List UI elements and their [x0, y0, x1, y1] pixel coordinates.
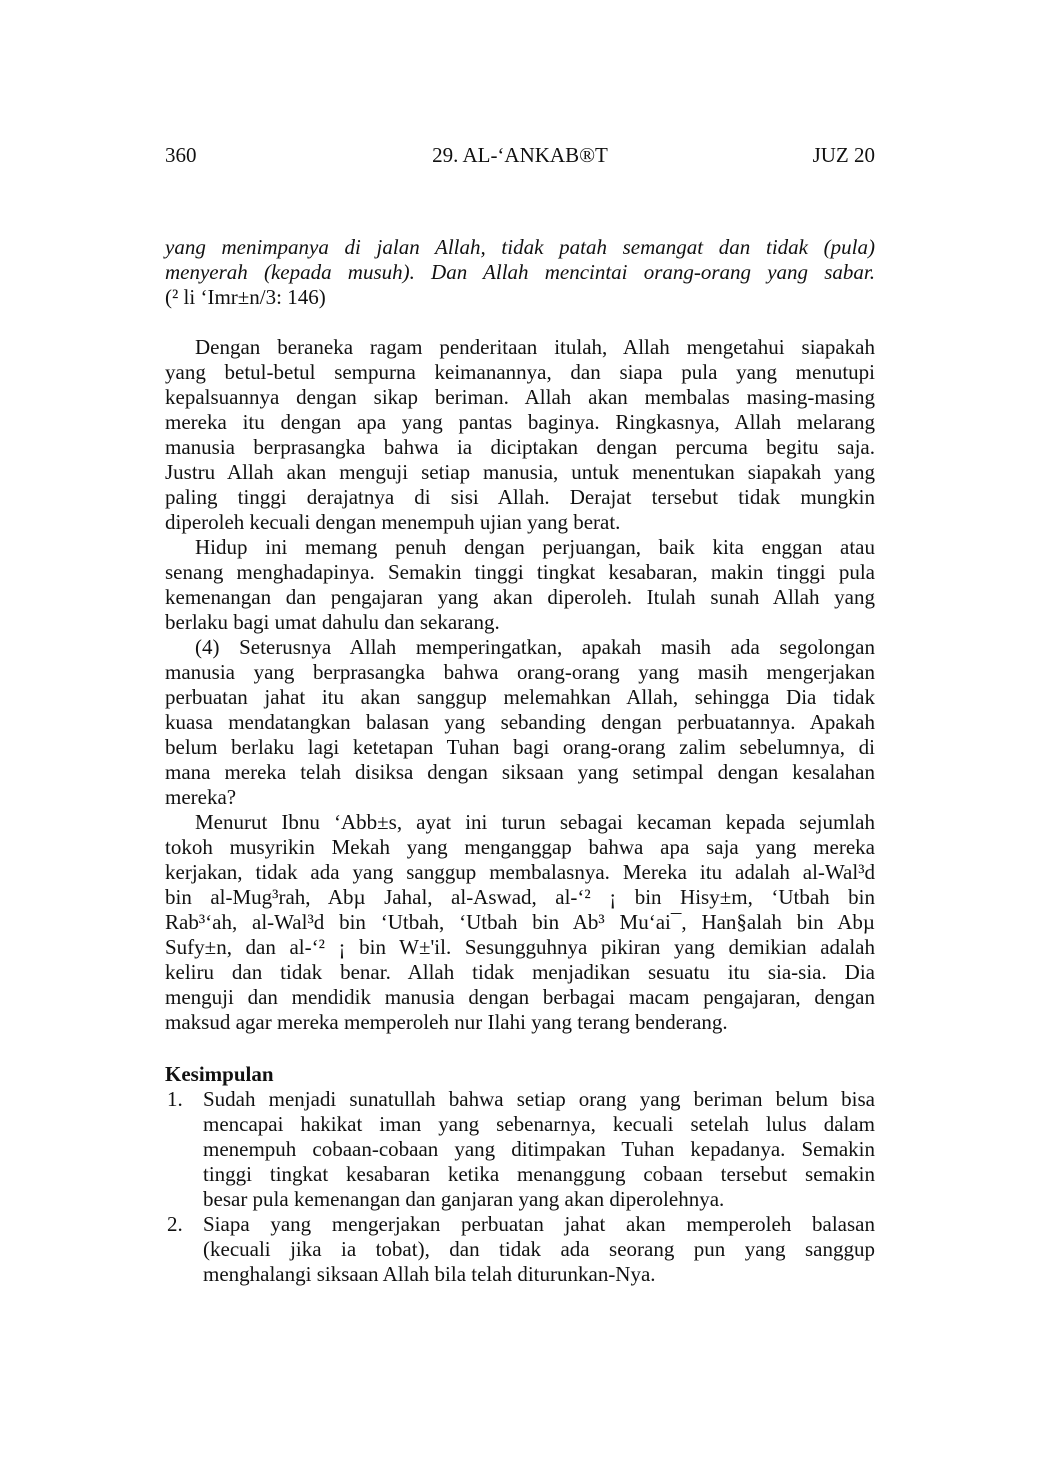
text-line: mana mereka telah disiksa dengan siksaan yang setimpal dengan kesalahan: [165, 760, 875, 784]
text-line: mereka itu dengan apa yang pantas baginya. Ringkasnya, Allah melarang: [165, 410, 875, 434]
text-line: Sudah menjadi sunatullah bahwa setiap orang yang beriman belum bisa: [203, 1087, 875, 1111]
text-line: manusia berprasangka bahwa ia diciptakan dengan percuma begitu saja.: [165, 435, 875, 459]
text-line: belum berlaku lagi ketetapan Tuhan bagi orang-orang zalim sebelumnya, di: [165, 735, 875, 759]
page-body: [165, 235, 875, 1287]
text-line: menguji dan mendidik manusia dengan berbagai macam pengajaran, dengan: [165, 985, 875, 1009]
text-line: mereka?: [165, 785, 237, 809]
text-line: senang menghadapinya. Semakin tinggi tingkat kesabaran, makin tinggi pula: [165, 560, 875, 584]
text-line: Justru Allah akan menguji setiap manusia, untuk menentukan siapakah yang: [165, 460, 875, 484]
text-line: tokoh musyrikin Mekah yang menganggap bahwa apa saja yang mereka: [165, 835, 875, 859]
quote-block: [165, 235, 875, 310]
text-line: kepalsuannya dengan sikap beriman. Allah akan membalas masing-masing: [165, 385, 875, 409]
text-line: kuasa mendatangkan balasan yang sebanding dengan perbuatannya. Apakah: [165, 710, 875, 734]
text-line: yang menimpanya di jalan Allah, tidak patah semangat dan tidak (pula): [165, 235, 875, 259]
text-line: (kecuali jika ia tobat), dan tidak ada seorang pun yang sanggup: [203, 1237, 875, 1261]
list-number: 1.: [167, 1087, 183, 1111]
list-item: [165, 1212, 875, 1287]
text-line: Rab³‘ah, al-Wal³d bin ‘Utbah, ‘Utbah bin Ab³ Mu‘ai¯, Han§alah bin Abµ: [165, 910, 875, 934]
chapter-title: 29. AL-‘ANKAB®T: [432, 143, 608, 167]
text-line: tinggi tingkat kesabaran ketika menanggung cobaan tersebut semakin: [203, 1162, 875, 1186]
text-line: perbuatan jahat itu akan sanggup melemahkan Allah, sehingga Dia tidak: [165, 685, 875, 709]
text-line: keliru dan tidak benar. Allah tidak menjadikan sesuatu itu sia-sia. Dia: [165, 960, 875, 984]
paragraph: [165, 535, 875, 635]
paragraph: [165, 810, 875, 1035]
paragraph: [165, 335, 875, 535]
text-line: manusia yang berprasangka bahwa orang-orang yang masih mengerjakan: [165, 660, 875, 684]
paragraph: [165, 635, 875, 810]
text-line: diperoleh kecuali dengan menempuh ujian yang berat.: [165, 510, 621, 534]
list-item: [165, 1087, 875, 1212]
conclusion-list: [165, 1087, 875, 1287]
text-line: Sufy±n, dan al-‘² ¡ bin W±'il. Sesungguhnya pikiran yang demikian adalah: [165, 935, 875, 959]
paragraphs: [165, 335, 875, 1035]
text-line: menempuh cobaan-cobaan yang ditimpakan Tuhan kepadanya. Semakin: [203, 1137, 875, 1161]
text-line: Siapa yang mengerjakan perbuatan jahat akan memperoleh balasan: [203, 1212, 875, 1236]
text-line: berlaku bagi umat dahulu dan sekarang.: [165, 610, 500, 634]
text-line: kemenangan dan pengajaran yang akan diperoleh. Itulah sunah Allah yang: [165, 585, 875, 609]
text-line: (4) Seterusnya Allah memperingatkan, apakah masih ada segolongan: [195, 635, 875, 659]
juz-label: JUZ 20: [812, 143, 875, 167]
text-line: kerjakan, tidak ada yang sanggup membalasnya. Mereka itu adalah al-Wal³d: [165, 860, 875, 884]
list-number: 2.: [167, 1212, 183, 1236]
conclusion-heading: Kesimpulan: [165, 1062, 274, 1086]
text-line: paling tinggi derajatnya di sisi Allah. Derajat tersebut tidak mungkin: [165, 485, 875, 509]
quote-reference: (² li ‘Imr±n/3: 146): [165, 285, 326, 309]
text-line: Menurut Ibnu ‘Abb±s, ayat ini turun sebagai kecaman kepada sejumlah: [195, 810, 875, 834]
running-header: [165, 143, 875, 171]
text-line: maksud agar mereka memperoleh nur Ilahi yang terang benderang.: [165, 1010, 728, 1034]
text-line: menyerah (kepada musuh). Dan Allah mencintai orang-orang yang sabar.: [165, 260, 875, 284]
text-line: Dengan beraneka ragam penderitaan itulah, Allah mengetahui siapakah: [195, 335, 875, 359]
text-line: yang betul-betul sempurna keimanannya, dan siapa pula yang menutupi: [165, 360, 875, 384]
text-line: menghalangi siksaan Allah bila telah diturunkan-Nya.: [203, 1262, 656, 1286]
text-line: mencapai hakikat iman yang sebenarnya, kecuali setelah lulus dalam: [203, 1112, 875, 1136]
text-line: bin al-Mug³rah, Abµ Jahal, al-Aswad, al-‘² ¡ bin Hisy±m, ‘Utbah bin: [165, 885, 875, 909]
text-line: Hidup ini memang penuh dengan perjuangan, baik kita enggan atau: [195, 535, 875, 559]
text-line: besar pula kemenangan dan ganjaran yang akan diperolehnya.: [203, 1187, 725, 1211]
page-number: 360: [165, 143, 197, 167]
